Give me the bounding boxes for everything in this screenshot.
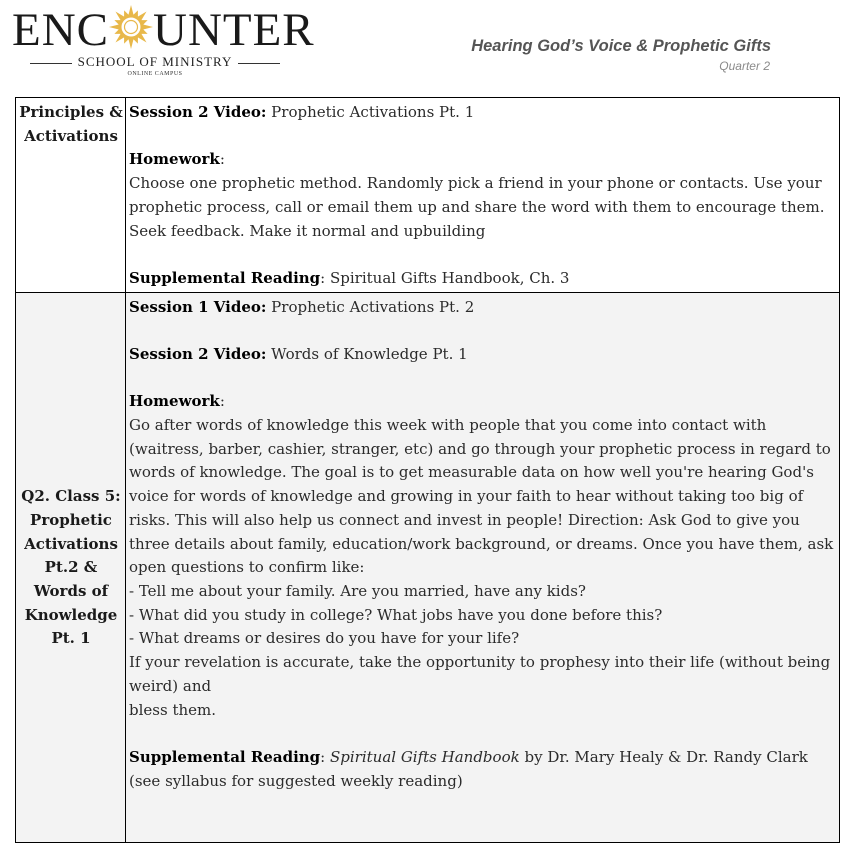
session2-line (129, 101, 837, 125)
row-content (126, 292, 840, 842)
encounter-logo (12, 4, 315, 80)
row-label: Q2. Class 5: Prophetic Activations Pt.2 & Words of Knowledge Pt. 1 (16, 292, 126, 842)
closing-text: bless them. (129, 700, 216, 719)
row-content (126, 98, 840, 293)
logo-wordmark: ENC UNTER (12, 4, 315, 56)
logo-school-line: SCHOOL OF MINISTRY (12, 54, 298, 70)
course-quarter: Quarter 2 (719, 59, 770, 73)
session2-label: Session 2 Video: (129, 344, 267, 363)
supplemental-text: Spiritual Gifts Handbook, Ch. 3 (325, 268, 570, 287)
session2-line (129, 343, 837, 367)
row-label: Principles & Activations (16, 98, 126, 293)
homework-text: Go after words of knowledge this week with people that you come into contact with (waitress, barber, cashier, stranger, etc) and go through your prophetic process in regard to words of knowledge. The goal is to get measurable data on how well you're hearing God's voice for words of knowledge and growing in your faith to hear without taking too big of risks. This will also help us connect and invest in people! Direction: Ask God to give you three details about family, education/work background, or dreams. Once you have them, ask open questions to confirm like: (129, 416, 834, 577)
homework-line: Homework: (129, 150, 225, 169)
session1-text: Prophetic Activations Pt. 2 (266, 297, 475, 316)
logo-rule-left (30, 63, 72, 64)
session1-label: Session 1 Video: (129, 297, 267, 316)
homework-label: Homework (129, 392, 220, 411)
logo-rule-right (238, 63, 280, 64)
table-row (16, 292, 840, 842)
question-item: - What did you study in college? What jobs have you done before this? (129, 605, 663, 624)
question-item: - What dreams or desires do you have for your life? (129, 629, 520, 648)
homework-text: Choose one prophetic method. Randomly pick a friend in your phone or contacts. Use your prophetic process, call or email them up and share the word with them to encourage them. Seek feedback. Make it normal and upbuilding (129, 174, 825, 240)
supplemental-text: by Dr. Mary Healy & Dr. Randy Clark (see syllabus for suggested weekly reading) (129, 747, 808, 790)
supplemental-label: Supplemental Reading (129, 747, 321, 766)
session1-line (129, 296, 837, 320)
table-row (16, 98, 840, 293)
closing-text: If your revelation is accurate, take the opportunity to prophesy into their life (without being weird) and (129, 653, 831, 695)
page-header (0, 0, 851, 96)
session2-text: Prophetic Activations Pt. 1 (266, 103, 475, 121)
logo-campus: ONLINE CAMPUS (127, 71, 183, 77)
schedule-table (15, 97, 840, 843)
course-title: Hearing God’s Voice & Prophetic Gifts (471, 37, 771, 55)
supplemental-book: Spiritual Gifts Handbook (329, 747, 520, 766)
session2-text: Words of Knowledge Pt. 1 (266, 344, 468, 363)
homework-label: Homework (129, 150, 220, 169)
session2-label: Session 2 Video: (129, 103, 267, 121)
homework-line: Homework: (129, 392, 225, 411)
sun-icon (108, 4, 154, 50)
supplemental-line: Supplemental Reading: Spiritual Gifts Handbook by Dr. Mary Healy & Dr. Randy Clark (see syllabus for suggested weekly reading) (129, 747, 808, 790)
supplemental-line: Supplemental Reading: Spiritual Gifts Handbook, Ch. 3 (129, 268, 570, 287)
supplemental-label: Supplemental Reading (129, 268, 321, 287)
question-item: - Tell me about your family. Are you married, have any kids? (129, 582, 586, 600)
